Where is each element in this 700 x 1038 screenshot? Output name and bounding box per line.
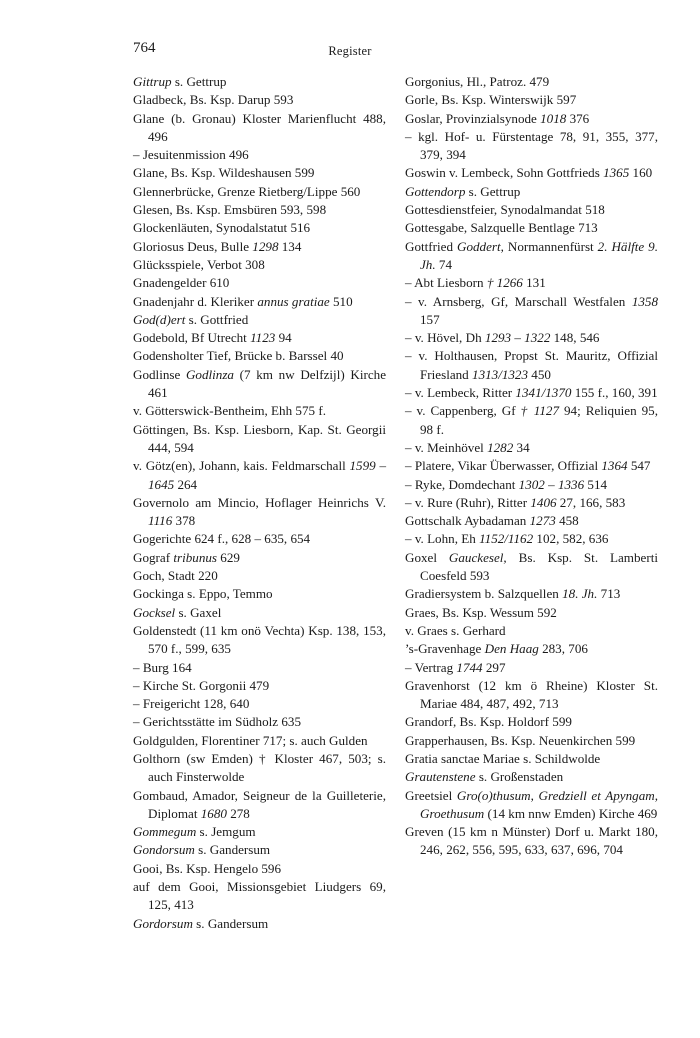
index-entry bbox=[133, 73, 386, 91]
entry-text: Goch, Stadt 220 bbox=[133, 568, 218, 584]
index-entry bbox=[405, 73, 658, 91]
entry-text: Gottesgabe, Salzquelle Bentlage 713 bbox=[405, 220, 598, 236]
entry-text: 378 bbox=[172, 513, 196, 529]
index-entry bbox=[405, 604, 658, 622]
entry-italic-text: Godlinza bbox=[185, 366, 234, 382]
index-entry bbox=[133, 164, 386, 182]
entry-text: – v. Hövel, Dh bbox=[405, 330, 485, 346]
index-entry bbox=[133, 329, 386, 347]
index-entry bbox=[133, 585, 386, 603]
entry-text: – Ryke, Domdechant bbox=[405, 476, 519, 492]
entry-text: Greven (15 km n Münster) Dorf u. Markt 180, 246, 262, 556, 595, 633, 637, 696, 704 bbox=[405, 824, 658, 858]
entry-italic-text: Gordorsum bbox=[133, 915, 193, 931]
index-entry bbox=[133, 256, 386, 274]
index-entry bbox=[133, 841, 386, 859]
entry-text: s. Gaxel bbox=[175, 604, 222, 620]
index-entry bbox=[405, 640, 658, 658]
entry-text: – Abt Liesborn bbox=[405, 275, 487, 291]
index-entry bbox=[133, 494, 386, 531]
entry-italic-text: 1364 bbox=[601, 458, 628, 474]
entry-text: Gloriosus Deus, Bulle bbox=[133, 238, 253, 254]
index-entry bbox=[405, 183, 658, 201]
index-entry bbox=[405, 329, 658, 347]
entry-text: 547 bbox=[627, 458, 651, 474]
entry-italic-text: Gommegum bbox=[133, 824, 197, 840]
index-entry bbox=[133, 347, 386, 365]
entry-italic-text: 1599 – 1645 bbox=[148, 458, 386, 492]
entry-text: Glesen, Bs. Ksp. Emsbüren 593, 598 bbox=[133, 202, 327, 218]
index-entry bbox=[405, 347, 658, 384]
entry-italic-text: Gondorsum bbox=[133, 842, 195, 858]
entry-italic-text: † 1127 bbox=[520, 403, 560, 419]
index-entry bbox=[405, 713, 658, 731]
index-entry bbox=[133, 201, 386, 219]
entry-text: – Kirche St. Gorgonii 479 bbox=[133, 677, 270, 693]
entry-text: 131 bbox=[522, 275, 546, 291]
entry-text: Grandorf, Bs. Ksp. Holdorf 599 bbox=[405, 714, 572, 730]
index-entry bbox=[405, 293, 658, 330]
entry-italic-text: 1302 – 1336 bbox=[518, 476, 585, 492]
index-entry bbox=[405, 750, 658, 768]
index-entry bbox=[133, 311, 386, 329]
entry-text: 155 f., 160, 391 bbox=[571, 385, 658, 401]
entry-italic-text: Den Haag bbox=[484, 641, 539, 657]
entry-text: – v. Lembeck, Ritter bbox=[405, 385, 516, 401]
running-head: Register bbox=[328, 44, 372, 58]
entry-text: – v. Holthausen, Propst St. Mauritz, Offizial Friesland bbox=[405, 348, 658, 382]
index-entry bbox=[405, 476, 658, 494]
index-entry bbox=[133, 110, 386, 147]
entry-text: Goldenstedt (11 km onö Vechta) Ksp. 138, 153, 570 f., 599, 635 bbox=[133, 622, 386, 657]
entry-text: 157 bbox=[420, 311, 440, 327]
index-entry bbox=[405, 494, 658, 512]
entry-text: – Burg 164 bbox=[133, 659, 192, 675]
index-entry bbox=[133, 183, 386, 201]
entry-italic-text: 1341/1370 bbox=[515, 385, 572, 401]
index-entry bbox=[405, 787, 658, 824]
index-entry bbox=[133, 713, 386, 731]
index-entry bbox=[405, 402, 658, 439]
entry-text: 510 bbox=[329, 293, 353, 309]
index-entry bbox=[405, 201, 658, 219]
entry-text: Gottschalk Aybadaman bbox=[405, 513, 530, 529]
index-entry bbox=[405, 91, 658, 109]
index-entry bbox=[133, 604, 386, 622]
entry-italic-text: 1298 bbox=[252, 238, 279, 254]
entry-text: – v. Meinhövel bbox=[405, 439, 488, 455]
entry-text: Gottfried bbox=[405, 238, 457, 254]
index-entry bbox=[405, 768, 658, 786]
entry-italic-text: annus gratiae bbox=[257, 293, 330, 309]
index-entry bbox=[405, 530, 658, 548]
index-entry bbox=[133, 622, 386, 659]
index-entry bbox=[133, 567, 386, 585]
entry-text: Gombaud, Amador, Seigneur de la Guilleterie, Diplomat bbox=[133, 787, 386, 821]
entry-text: – Platere, Vikar Überwasser, Offizial bbox=[405, 458, 602, 474]
page-number: 764 bbox=[133, 40, 156, 56]
entry-italic-text: Goddert, bbox=[456, 238, 504, 254]
index-entry bbox=[133, 549, 386, 567]
entry-italic-text: 1365 bbox=[603, 165, 630, 181]
index-entry bbox=[405, 512, 658, 530]
entry-text: v. Graes s. Gerhard bbox=[405, 622, 506, 638]
entry-text: 376 bbox=[566, 110, 590, 126]
index-entry bbox=[133, 293, 386, 311]
entry-text: Gnadengelder 610 bbox=[133, 275, 230, 291]
entry-text: 283, 706 bbox=[538, 641, 588, 657]
entry-text: 458 bbox=[555, 513, 579, 529]
entry-text: Gorgonius, Hl., Patroz. 479 bbox=[405, 74, 550, 89]
entry-text: Grapperhausen, Bs. Ksp. Neuenkirchen 599 bbox=[405, 732, 636, 748]
entry-text: Golthorn (sw Emden) † Kloster 467, 503; s. auch Finsterwolde bbox=[133, 750, 386, 785]
entry-text: s. Großenstaden bbox=[475, 769, 564, 785]
entry-text: ’s-Gravenhage bbox=[405, 641, 485, 657]
entry-text: – Vertrag bbox=[405, 659, 457, 675]
entry-text: – v. Cappenberg, Gf bbox=[405, 403, 521, 419]
entry-text: s. Gettrup bbox=[465, 183, 521, 199]
index-entry bbox=[133, 366, 386, 403]
entry-italic-text: Gottendorp bbox=[405, 183, 466, 199]
entry-text: 160 bbox=[629, 165, 653, 181]
entry-text: (7 km nw Delfzijl) Kirche 461 bbox=[148, 366, 386, 401]
index-entry bbox=[133, 146, 386, 164]
entry-text: Gravenhorst (12 km ö Rheine) Kloster St. Mariae 484, 487, 492, 713 bbox=[405, 677, 658, 712]
index-entry bbox=[405, 732, 658, 750]
index-entry bbox=[133, 238, 386, 256]
index-entry bbox=[133, 787, 386, 824]
entry-text: 148, 546 bbox=[550, 330, 600, 346]
entry-text: s. Gottfried bbox=[185, 311, 249, 327]
entry-text: (14 km nnw Emden) Kirche 469 bbox=[484, 805, 658, 821]
entry-text: Gogerichte 624 f., 628 – 635, 654 bbox=[133, 531, 311, 547]
entry-text: Gockinga s. Eppo, Temmo bbox=[133, 586, 273, 602]
index-entry bbox=[405, 585, 658, 603]
entry-text: – v. Rure (Ruhr), Ritter bbox=[405, 494, 531, 510]
entry-italic-text: Gro(o)thusum, Gredziell et Apyngam, Groethusum bbox=[420, 787, 658, 821]
entry-text: Graes, Bs. Ksp. Wessum 592 bbox=[405, 604, 557, 620]
entry-text: 450 bbox=[528, 366, 551, 382]
entry-text: Gnadenjahr d. Kleriker bbox=[133, 293, 258, 309]
index-entry bbox=[405, 549, 658, 586]
entry-text: Gottesdienstfeier, Synodalmandat 518 bbox=[405, 202, 605, 218]
index-entry bbox=[133, 695, 386, 713]
entry-text: – Gerichtsstätte im Südholz 635 bbox=[133, 714, 302, 730]
index-entry bbox=[405, 823, 658, 860]
entry-text: – Jesuitenmission 496 bbox=[133, 147, 249, 163]
index-entry bbox=[133, 750, 386, 787]
index-entry bbox=[133, 402, 386, 420]
entry-text: s. Gandersum bbox=[194, 842, 271, 858]
index-entry bbox=[133, 860, 386, 878]
index-entry bbox=[405, 457, 658, 475]
index-entry bbox=[133, 530, 386, 548]
entry-italic-text: 1273 bbox=[529, 513, 556, 529]
entry-text: Gratia sanctae Mariae s. Schildwolde bbox=[405, 750, 601, 766]
entry-text: Glücksspiele, Verbot 308 bbox=[133, 256, 265, 272]
entry-text: Gradiersystem b. Salzquellen bbox=[405, 586, 563, 602]
index-entry bbox=[405, 439, 658, 457]
entry-text: – Freigericht 128, 640 bbox=[133, 696, 250, 712]
entry-text: Göttingen, Bs. Ksp. Liesborn, Kap. St. Georgii 444, 594 bbox=[133, 421, 386, 455]
index-entry bbox=[133, 219, 386, 237]
entry-italic-text: 1018 bbox=[540, 110, 567, 126]
index-entry bbox=[405, 238, 658, 275]
entry-italic-text: 1406 bbox=[530, 494, 557, 510]
entry-text: s. Jemgum bbox=[196, 824, 256, 840]
entry-text: Gladbeck, Bs. Ksp. Darup 593 bbox=[133, 92, 294, 108]
entry-text: 134 bbox=[278, 238, 302, 254]
entry-text: Godensholter Tief, Brücke b. Barssel 40 bbox=[133, 348, 344, 364]
entry-text: Goslar, Provinzialsynode bbox=[405, 110, 541, 126]
index-entry bbox=[405, 384, 658, 402]
entry-text: 713 bbox=[597, 586, 621, 602]
index-entry bbox=[405, 622, 658, 640]
entry-text: – v. Lohn, Eh bbox=[405, 531, 480, 547]
entry-text: Goswin v. Lembeck, Sohn Gottfrieds bbox=[405, 165, 604, 181]
entry-text: 34 bbox=[513, 439, 530, 455]
entry-italic-text: Gauckesel, bbox=[448, 549, 507, 565]
entry-italic-text: 1680 bbox=[200, 805, 227, 821]
entry-text: Glane, Bs. Ksp. Wildeshausen 599 bbox=[133, 165, 315, 181]
entry-italic-text: 1116 bbox=[148, 513, 173, 529]
entry-text: Glockenläuten, Synodalstatut 516 bbox=[133, 220, 311, 236]
index-entry bbox=[405, 164, 658, 182]
entry-italic-text: Gittrup bbox=[133, 74, 172, 89]
entry-text: 102, 582, 636 bbox=[533, 531, 609, 547]
entry-text: auf dem Gooi, Missionsgebiet Liudgers 69, 125, 413 bbox=[133, 879, 386, 913]
index-entry bbox=[133, 915, 386, 933]
entry-italic-text: 1293 – 1322 bbox=[484, 330, 551, 346]
entry-text: 27, 166, 583 bbox=[556, 494, 626, 510]
entry-text: 278 bbox=[226, 805, 250, 821]
entry-text: s. Gettrup bbox=[171, 74, 227, 89]
index-entry bbox=[133, 274, 386, 292]
index-entry bbox=[133, 91, 386, 109]
entry-text: 514 bbox=[584, 476, 608, 492]
index-column-left bbox=[133, 73, 386, 933]
index-entry bbox=[405, 128, 658, 165]
entry-italic-text: tribunus bbox=[173, 549, 218, 565]
entry-italic-text: Gocksel bbox=[133, 604, 176, 620]
index-entry bbox=[405, 659, 658, 677]
entry-text: v. Götterswick-Bentheim, Ehh 575 f. bbox=[133, 403, 326, 419]
entry-text: 264 bbox=[174, 476, 198, 492]
entry-text: 94 bbox=[275, 330, 292, 346]
entry-text: – kgl. Hof- u. Fürstentage 78, 91, 355, 377, 379, 394 bbox=[405, 128, 658, 163]
entry-text: Godebold, Bf Utrecht bbox=[133, 330, 251, 346]
entry-text: Glane (b. Gronau) Kloster Marienflucht 488, 496 bbox=[133, 110, 386, 144]
entry-text: 297 bbox=[482, 659, 506, 675]
entry-text: 94; Reliquien 95, 98 f. bbox=[420, 403, 658, 437]
entry-text: Godlinse bbox=[133, 366, 186, 382]
entry-text: 74 bbox=[435, 256, 453, 272]
index-entry bbox=[133, 823, 386, 841]
entry-italic-text: 1358 bbox=[631, 293, 658, 309]
index-entry bbox=[405, 110, 658, 128]
entry-text: 629 bbox=[217, 549, 240, 565]
entry-text: Governolo am Mincio, Hoflager Heinrichs V. bbox=[133, 494, 386, 510]
index-entry bbox=[133, 677, 386, 695]
entry-text: Glennerbrücke, Grenze Rietberg/Lippe 560 bbox=[133, 183, 361, 199]
index-entry bbox=[133, 421, 386, 458]
entry-text: s. Gandersum bbox=[192, 915, 269, 931]
entry-italic-text: Grautenstene bbox=[405, 769, 476, 785]
entry-italic-text: 1744 bbox=[456, 659, 483, 675]
index-column-right bbox=[405, 73, 658, 860]
entry-italic-text: 1282 bbox=[487, 439, 514, 455]
entry-italic-text: 1123 bbox=[250, 330, 276, 346]
entry-italic-text: God(d)ert bbox=[133, 311, 186, 327]
index-entry bbox=[405, 677, 658, 714]
entry-italic-text: 1313/1323 bbox=[472, 366, 529, 382]
entry-text: Normannenfürst bbox=[503, 238, 598, 254]
index-entry bbox=[133, 457, 386, 494]
entry-text: Gooi, Bs. Ksp. Hengelo 596 bbox=[133, 860, 282, 876]
index-entry bbox=[133, 878, 386, 915]
entry-text: Gorle, Bs. Ksp. Winterswijk 597 bbox=[405, 92, 577, 108]
entry-italic-text: 2. Hälfte 9. Jh. bbox=[420, 238, 658, 272]
entry-italic-text: † 1266 bbox=[486, 275, 523, 291]
entry-text: – v. Arnsberg, Gf, Marschall Westfalen bbox=[405, 293, 632, 309]
entry-text: v. Götz(en), Johann, kais. Feldmarschall bbox=[133, 458, 350, 474]
index-entry bbox=[133, 659, 386, 677]
entry-text: Gograf bbox=[133, 549, 174, 565]
entry-italic-text: 1152/1162 bbox=[479, 531, 534, 547]
index-entry bbox=[405, 219, 658, 237]
index-entry bbox=[133, 732, 386, 750]
entry-text: Greetsiel bbox=[405, 787, 457, 803]
index-entry bbox=[405, 274, 658, 292]
entry-text: Goxel bbox=[405, 549, 449, 565]
entry-text: Goldgulden, Florentiner 717; s. auch Gulden bbox=[133, 732, 368, 748]
entry-italic-text: 18. Jh. bbox=[562, 586, 598, 602]
entry-text: Bs. Ksp. St. Lamberti Coesfeld 593 bbox=[420, 549, 658, 584]
